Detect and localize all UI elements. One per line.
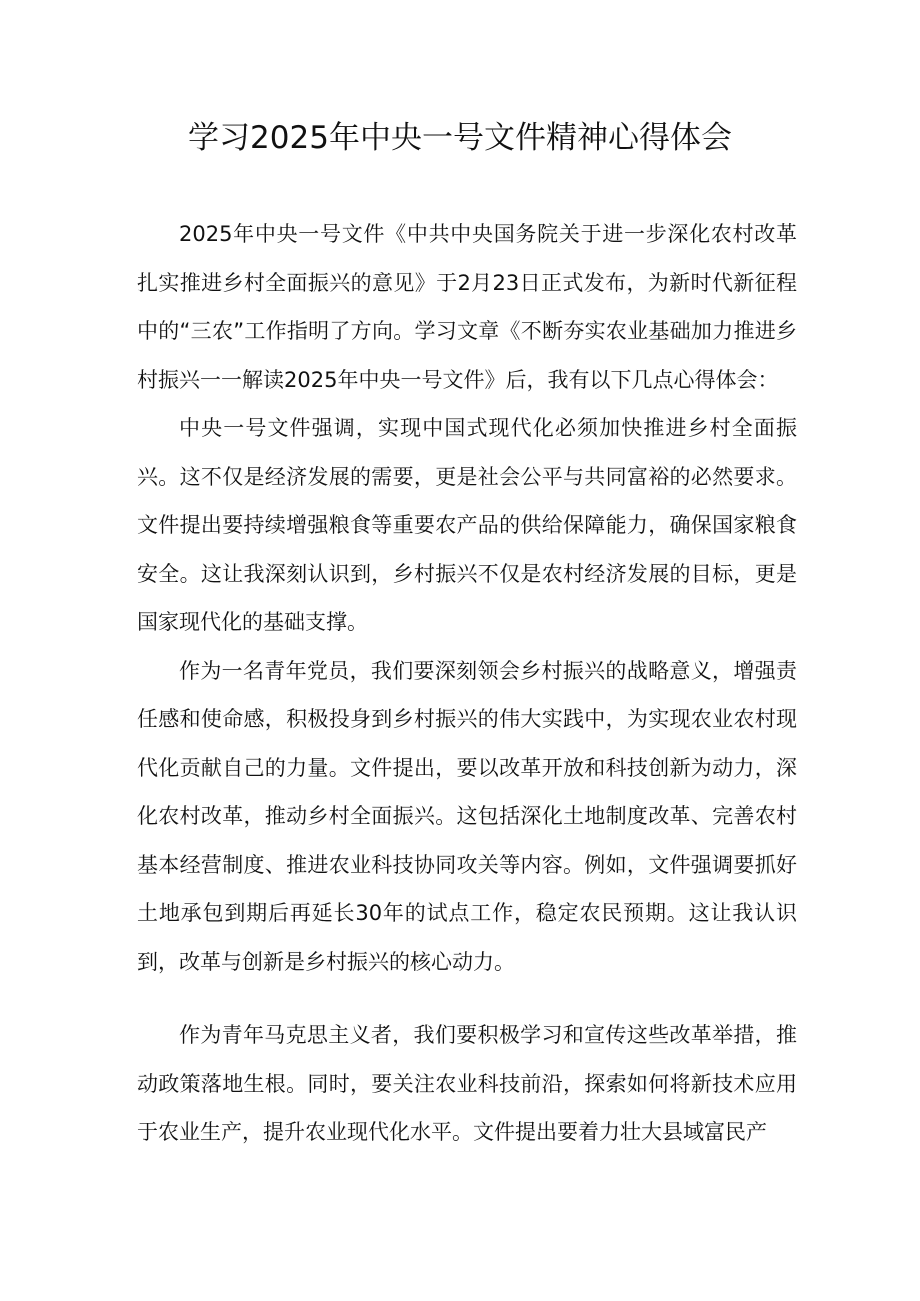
paragraph-marxist: 作为青年马克思主义者，我们要积极学习和宣传这些改革举措，推动政策落地生根。同时，要关注农业科技前沿，探索如何将新技术应用于农业生产，提升农业现代化水平。文件提出要着力壮大县域富民产	[137, 1023, 797, 1144]
paragraph-party-member: 作为一名青年党员，我们要深刻领会乡村振兴的战略意义，增强责任感和使命感，积极投身到乡村振兴的伟大实践中，为实现农业农村现代化贡献自己的力量。文件提出，要以改革开放和科技创新为动力，深化农村改革，推动乡村全面振兴。这包括深化土地制度改革、完善农村基本经营制度、推进农业科技协同攻关等内容。例如，文件强调要抓好土地承包到期后再延长30年的试点工作，稳定农民预期。这让我认识到，改革与创新是乡村振兴的核心动力。	[137, 658, 797, 974]
paragraph-significance: 中央一号文件强调，实现中国式现代化必须加快推进乡村全面振兴。这不仅是经济发展的需要，更是社会公平与共同富裕的必然要求。文件提出要持续增强粮食等重要农产品的供给保障能力，确保国家粮食安全。这让我深刻认识到，乡村振兴不仅是农村经济发展的目标，更是国家现代化的基础支撑。	[137, 416, 797, 634]
document-body	[137, 210, 797, 1157]
document-title: 学习2025年中央一号文件精神心得体会	[188, 120, 732, 156]
paragraph-intro: 2025年中央一号文件《中共中央国务院关于进一步深化农村改革扎实推进乡村全面振兴的意见》于2月23日正式发布，为新时代新征程中的“三农”工作指明了方向。学习文章《不断夯实农业基础加力推进乡村振兴一一解读2025年中央一号文件》后，我有以下几点心得体会：	[137, 222, 797, 392]
